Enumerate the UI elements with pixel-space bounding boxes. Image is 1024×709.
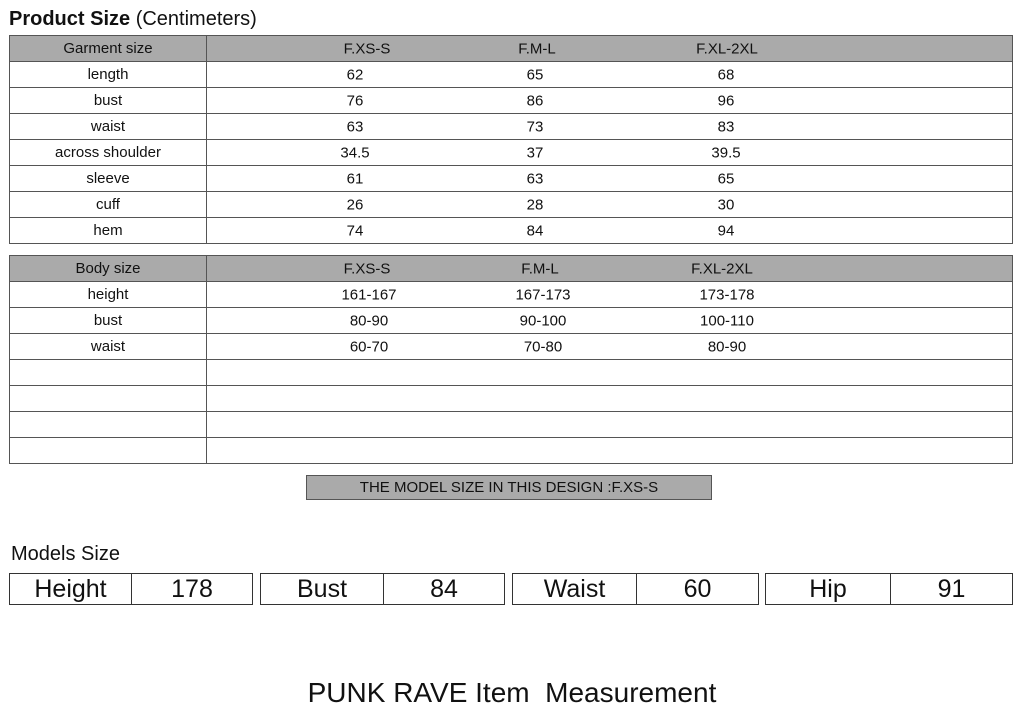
row-label: across shoulder xyxy=(10,140,207,166)
row-label: waist xyxy=(10,114,207,140)
model-waist-box xyxy=(512,573,759,605)
row-values xyxy=(207,282,1013,308)
cell-value: 100-110 xyxy=(700,312,754,329)
cell-value: 167-173 xyxy=(515,286,571,303)
row-values xyxy=(207,192,1013,218)
empty-cell xyxy=(207,438,1013,464)
cell-value: 39.5 xyxy=(711,144,741,161)
body-header-label: Body size xyxy=(10,256,207,282)
row-values xyxy=(207,218,1013,244)
model-size-banner: THE MODEL SIZE IN THIS DESIGN :F.XS-S xyxy=(306,475,712,500)
cell-value: 84 xyxy=(526,222,544,239)
row-label: height xyxy=(10,282,207,308)
size-column-header: F.M-L xyxy=(521,260,559,277)
model-height-box xyxy=(9,573,253,605)
model-measure-value: 84 xyxy=(430,574,458,603)
model-measure-name: Bust xyxy=(261,574,384,604)
row-values xyxy=(207,334,1013,360)
empty-cell xyxy=(207,412,1013,438)
product-size-heading: Product Size xyxy=(9,8,131,30)
model-measure-name: Height xyxy=(10,574,132,604)
table-row xyxy=(10,334,1013,360)
model-hip-box xyxy=(765,573,1013,605)
cell-value: 94 xyxy=(717,222,735,239)
cell-value: 80-90 xyxy=(707,338,747,355)
cell-value: 63 xyxy=(346,118,364,135)
cell-value: 30 xyxy=(717,196,735,213)
cell-value: 80-90 xyxy=(349,312,389,329)
garment-header-label: Garment size xyxy=(10,36,207,62)
row-label: length xyxy=(10,62,207,88)
model-measure-value: 91 xyxy=(937,574,966,603)
row-label: cuff xyxy=(10,192,207,218)
row-values xyxy=(207,166,1013,192)
row-label: sleeve xyxy=(10,166,207,192)
model-measure-value: 60 xyxy=(683,574,712,603)
empty-row xyxy=(10,360,1013,386)
row-values xyxy=(207,62,1013,88)
table-row xyxy=(10,62,1013,88)
row-values xyxy=(207,114,1013,140)
cell-value: 34.5 xyxy=(340,144,370,161)
cell-value: 62 xyxy=(346,66,364,83)
size-column-header: F.XL-2XL xyxy=(696,40,758,57)
cell-value: 74 xyxy=(346,222,364,239)
size-column-header: F.M-L xyxy=(518,40,556,57)
table-row xyxy=(10,166,1013,192)
cell-value: 73 xyxy=(526,118,544,135)
empty-cell xyxy=(207,360,1013,386)
body-size-table xyxy=(9,255,1013,464)
garment-header-sizes xyxy=(207,36,1013,62)
empty-row xyxy=(10,386,1013,412)
empty-cell xyxy=(10,386,207,412)
model-measure-name: Hip xyxy=(766,574,891,604)
table-row xyxy=(10,140,1013,166)
cell-value: 61 xyxy=(346,170,364,187)
cell-value: 83 xyxy=(717,118,735,135)
cell-value: 65 xyxy=(526,66,544,83)
cell-value: 173-178 xyxy=(699,286,755,303)
cell-value: 90-100 xyxy=(519,312,567,329)
footer-caption: PUNK RAVE Item Measurement xyxy=(307,677,717,708)
row-label: hem xyxy=(10,218,207,244)
cell-value: 63 xyxy=(526,170,544,187)
cell-value: 86 xyxy=(526,92,544,109)
table-row xyxy=(10,114,1013,140)
cell-value: 26 xyxy=(346,196,364,213)
row-values xyxy=(207,140,1013,166)
model-measure-value: 178 xyxy=(171,574,213,603)
product-size-title xyxy=(9,8,257,31)
empty-cell xyxy=(10,438,207,464)
table-row xyxy=(10,192,1013,218)
body-header-sizes xyxy=(207,256,1013,282)
models-size-heading: Models Size xyxy=(11,543,120,565)
row-values xyxy=(207,308,1013,334)
garment-table-header xyxy=(10,36,1013,62)
table-row xyxy=(10,88,1013,114)
table-row xyxy=(10,218,1013,244)
cell-value: 37 xyxy=(526,144,544,161)
cell-value: 76 xyxy=(346,92,364,109)
cell-value: 161-167 xyxy=(341,286,397,303)
row-label: bust xyxy=(10,88,207,114)
empty-cell xyxy=(10,412,207,438)
size-column-header: F.XL-2XL xyxy=(691,260,753,277)
table-row xyxy=(10,308,1013,334)
empty-cell xyxy=(10,360,207,386)
cell-value: 60-70 xyxy=(349,338,389,355)
row-label: bust xyxy=(10,308,207,334)
row-label: waist xyxy=(10,334,207,360)
cell-value: 65 xyxy=(717,170,735,187)
body-table-header xyxy=(10,256,1013,282)
garment-size-table xyxy=(9,35,1013,244)
product-size-unit: (Centimeters) xyxy=(135,8,257,30)
size-column-header: F.XS-S xyxy=(343,40,391,57)
cell-value: 68 xyxy=(717,66,735,83)
size-column-header: F.XS-S xyxy=(343,260,391,277)
cell-value: 28 xyxy=(526,196,544,213)
table-row xyxy=(10,282,1013,308)
empty-cell xyxy=(207,386,1013,412)
empty-row xyxy=(10,412,1013,438)
model-measure-name: Waist xyxy=(513,574,637,604)
model-bust-box xyxy=(260,573,505,605)
row-values xyxy=(207,88,1013,114)
cell-value: 96 xyxy=(717,92,735,109)
cell-value: 70-80 xyxy=(523,338,563,355)
empty-row xyxy=(10,438,1013,464)
